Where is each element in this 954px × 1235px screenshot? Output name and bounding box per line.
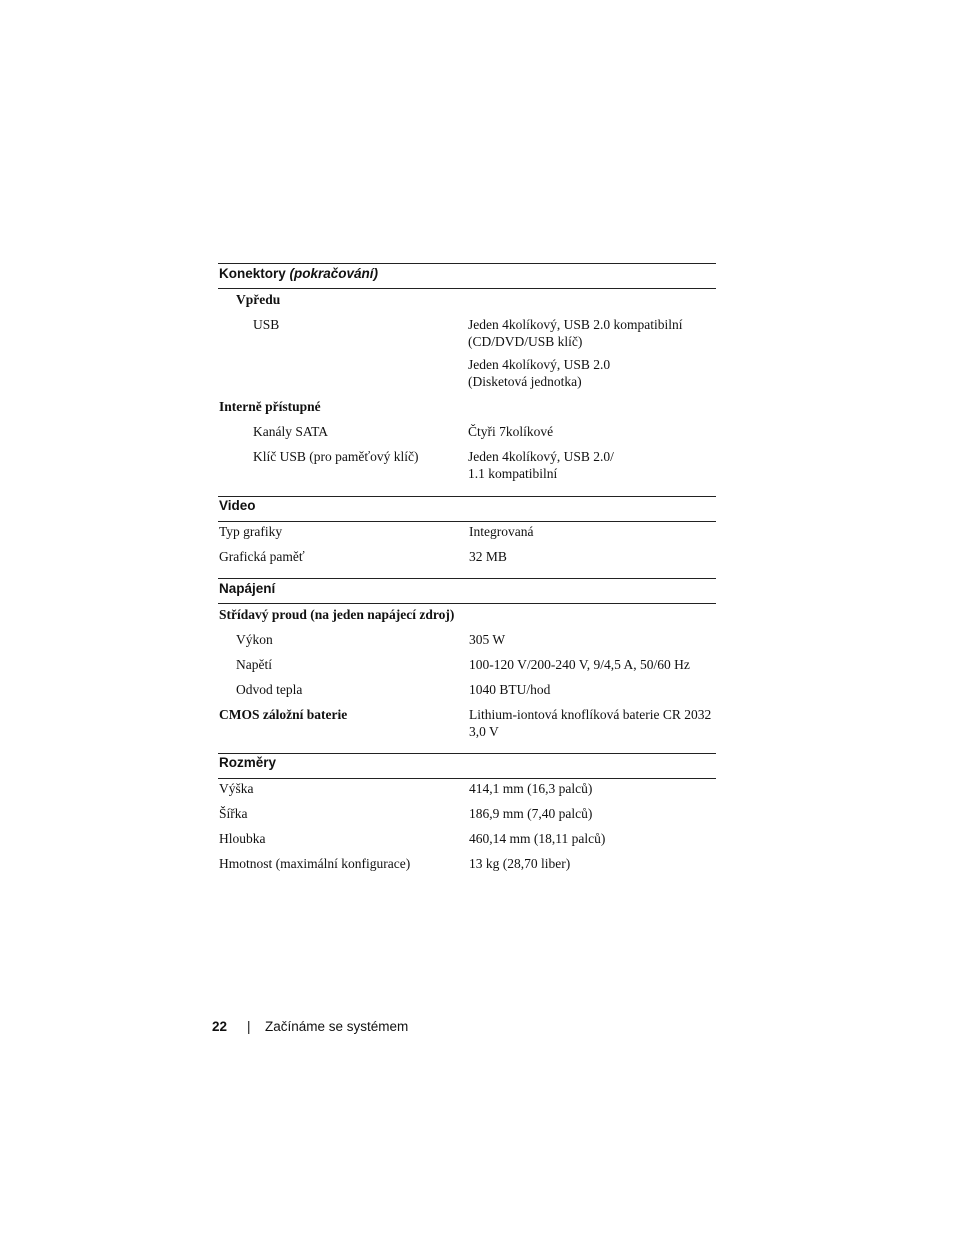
graphics-memory-value: 32 MB <box>469 549 507 564</box>
cmos-battery-value-line-1: Lithium-iontová knoflíková baterie CR 2032 <box>469 707 712 722</box>
height-value: 414,1 mm (16,3 palců) <box>469 781 593 796</box>
section-header-rule <box>218 778 716 779</box>
section-heading-power: Napájení <box>219 581 276 596</box>
usb-key-value-line-1: Jeden 4kolíkový, USB 2.0/ <box>468 449 614 464</box>
heat-dissipation-value: 1040 BTU/hod <box>469 682 551 697</box>
heat-dissipation-label: Odvod tepla <box>236 682 303 697</box>
cmos-battery-label: CMOS záložní baterie <box>219 707 348 722</box>
usb-key-label: Klíč USB (pro paměťový klíč) <box>253 449 419 464</box>
graphics-type-label: Typ grafiky <box>219 524 283 539</box>
usb-label: USB <box>253 317 280 332</box>
footer-separator: | <box>247 1019 251 1034</box>
footer-title: Začínáme se systémem <box>265 1019 409 1034</box>
section-title-suffix: (pokračování) <box>289 266 379 281</box>
usb-value-2-line-1: Jeden 4kolíkový, USB 2.0 <box>468 357 611 372</box>
sata-value: Čtyři 7kolíkové <box>468 424 554 439</box>
cmos-battery-value-line-2: 3,0 V <box>469 724 499 739</box>
graphics-type-value: Integrovaná <box>469 524 534 539</box>
wattage-value: 305 W <box>469 632 506 647</box>
usb-value-1-line-2: (CD/DVD/USB klíč) <box>468 334 583 349</box>
page-number: 22 <box>212 1019 228 1034</box>
section-title: Konektory <box>219 266 286 281</box>
weight-label: Hmotnost (maximální konfigurace) <box>219 856 411 871</box>
section-top-rule <box>218 263 716 264</box>
graphics-memory-label: Grafická paměť <box>219 549 305 564</box>
section-top-rule <box>218 578 716 579</box>
depth-label: Hloubka <box>219 831 266 846</box>
usb-key-value-line-2: 1.1 kompatibilní <box>468 466 558 481</box>
subheading-internal: Interně přístupné <box>219 399 321 414</box>
voltage-value: 100-120 V/200-240 V, 9/4,5 A, 50/60 Hz <box>469 657 690 672</box>
depth-value: 460,14 mm (18,11 palců) <box>469 831 606 846</box>
usb-value-2-line-2: (Disketová jednotka) <box>468 374 582 389</box>
sata-label: Kanály SATA <box>253 424 329 439</box>
subheading-front: Vpředu <box>236 292 281 307</box>
width-value: 186,9 mm (7,40 palců) <box>469 806 593 821</box>
weight-value: 13 kg (28,70 liber) <box>469 856 571 871</box>
section-heading-dimensions: Rozměry <box>219 755 277 770</box>
section-heading-connectors <box>219 266 378 282</box>
wattage-label: Výkon <box>236 632 273 647</box>
subheading-ac-power: Střídavý proud (na jeden napájecí zdroj) <box>219 607 455 622</box>
section-top-rule <box>218 496 716 497</box>
section-heading-video: Video <box>219 498 256 513</box>
usb-value-1-line-1: Jeden 4kolíkový, USB 2.0 kompatibilní <box>468 317 683 332</box>
section-header-rule <box>218 288 716 289</box>
section-top-rule <box>218 753 716 754</box>
section-header-rule <box>218 603 716 604</box>
voltage-label: Napětí <box>236 657 272 672</box>
height-label: Výška <box>219 781 254 796</box>
width-label: Šířka <box>219 806 248 821</box>
section-header-rule <box>218 521 716 522</box>
